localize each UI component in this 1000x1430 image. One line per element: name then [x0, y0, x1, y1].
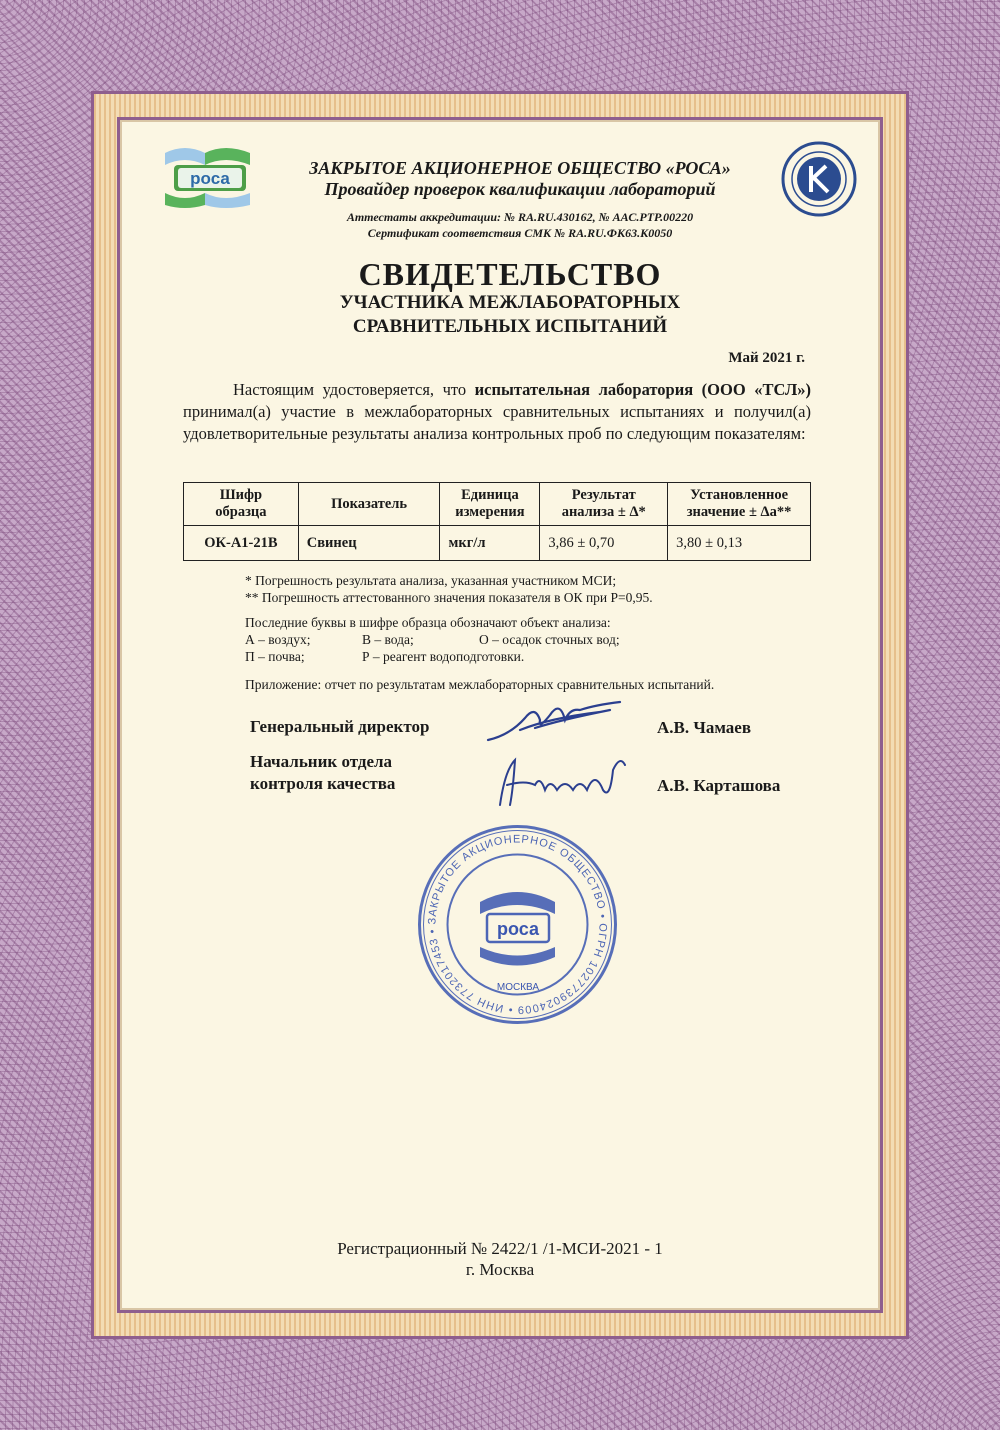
statement-rest: принимал(а) участие в межлабораторных сравнительных испытаниях и получил(а) удовлетворительные результаты анализа контрольных проб по следующим показателям:	[183, 402, 811, 443]
accreditation-k-icon	[780, 140, 858, 218]
legend-b: В – вода;	[362, 632, 414, 647]
seal-logo-text: роса	[497, 919, 539, 939]
signatory-role-2-line1: Начальник отдела	[250, 752, 393, 771]
footnote-2: ** Погрешность аттестованного значения показателя в ОК при Р=0,95.	[245, 590, 653, 605]
org-subtitle: Провайдер проверок квалификации лабораторий	[324, 179, 716, 199]
legend-a: А – воздух;	[245, 632, 311, 647]
footer-city: г. Москва	[465, 1260, 535, 1279]
legend-r: Р – реагент водоподготовки.	[362, 649, 525, 664]
cell-sample-code: ОК-А1-21В	[184, 526, 299, 561]
header-assigned-value: Установленное значение ± Δа**	[668, 483, 811, 526]
statement-lab-name: испытательная лаборатория (ООО «ТСЛ»)	[474, 380, 811, 399]
document-subtitle-line2: СРАВНИТЕЛЬНЫХ ИСПЫТАНИЙ	[352, 316, 668, 337]
table-header-row	[184, 483, 811, 526]
document-title: СВИДЕТЕЛЬСТВО	[358, 256, 662, 292]
registration-number: Регистрационный № 2422/1 /1-МСИ-2021 - 1	[337, 1239, 663, 1258]
results-table	[183, 482, 811, 561]
legend-row-2	[245, 648, 524, 665]
signatory-role-1: Генеральный директор	[250, 717, 430, 736]
signature-quality-head-icon	[485, 750, 635, 815]
legend-o: О – осадок сточных вод;	[479, 632, 620, 647]
document-date: Май 2021 г.	[728, 350, 805, 366]
signatory-name-2: А.В. Карташова	[657, 776, 781, 795]
appendix-note: Приложение: отчет по результатам межлабораторных сравнительных испытаний.	[245, 677, 715, 692]
header-unit: Единица измерения	[440, 483, 540, 526]
statement-intro: Настоящим удостоверяется, что	[233, 380, 475, 399]
header-indicator: Показатель	[298, 483, 440, 526]
cell-indicator: Свинец	[298, 526, 440, 561]
header-result: Результат анализа ± Δ*	[540, 483, 668, 526]
cell-assigned-value: 3,80 ± 0,13	[668, 526, 811, 561]
seal-ring-text: ЗАКРЫТОЕ АКЦИОНЕРНОЕ ОБЩЕСТВО • ОГРН 1027739024009 • ИНН 7732017453 •	[426, 833, 609, 1016]
document-subtitle-line1: УЧАСТНИКА МЕЖЛАБОРАТОРНЫХ	[339, 292, 681, 313]
footnote-1: * Погрешность результата анализа, указанная участником МСИ;	[245, 573, 617, 588]
certificate-statement	[183, 379, 811, 445]
rosa-logo-icon	[160, 145, 260, 211]
seal-city-text: МОСКВА	[496, 982, 540, 993]
rosa-logo-text: роса	[190, 169, 230, 188]
legend-intro: Последние буквы в шифре образца обозначают объект анализа:	[245, 615, 611, 630]
legend-row-1	[245, 631, 620, 648]
accreditation-line: Аттестаты аккредитации: № RA.RU.430162, № ААС.РТР.00220	[346, 210, 694, 224]
signature-director-icon	[480, 690, 630, 750]
cell-unit: мкг/л	[440, 526, 540, 561]
signatory-name-1: А.В. Чамаев	[657, 718, 752, 737]
company-seal-icon	[415, 822, 620, 1027]
org-name: ЗАКРЫТОЕ АКЦИОНЕРНОЕ ОБЩЕСТВО «РОСА»	[309, 158, 731, 178]
certificate-line: Сертификат соответствия СМК № RA.RU.ФК63.К0050	[367, 226, 673, 240]
signatory-role-2-line2: контроля качества	[250, 774, 396, 793]
header-sample-code: Шифр образца	[184, 483, 299, 526]
cell-result: 3,86 ± 0,70	[540, 526, 668, 561]
table-row	[184, 526, 811, 561]
legend-p: П – почва;	[245, 649, 305, 664]
